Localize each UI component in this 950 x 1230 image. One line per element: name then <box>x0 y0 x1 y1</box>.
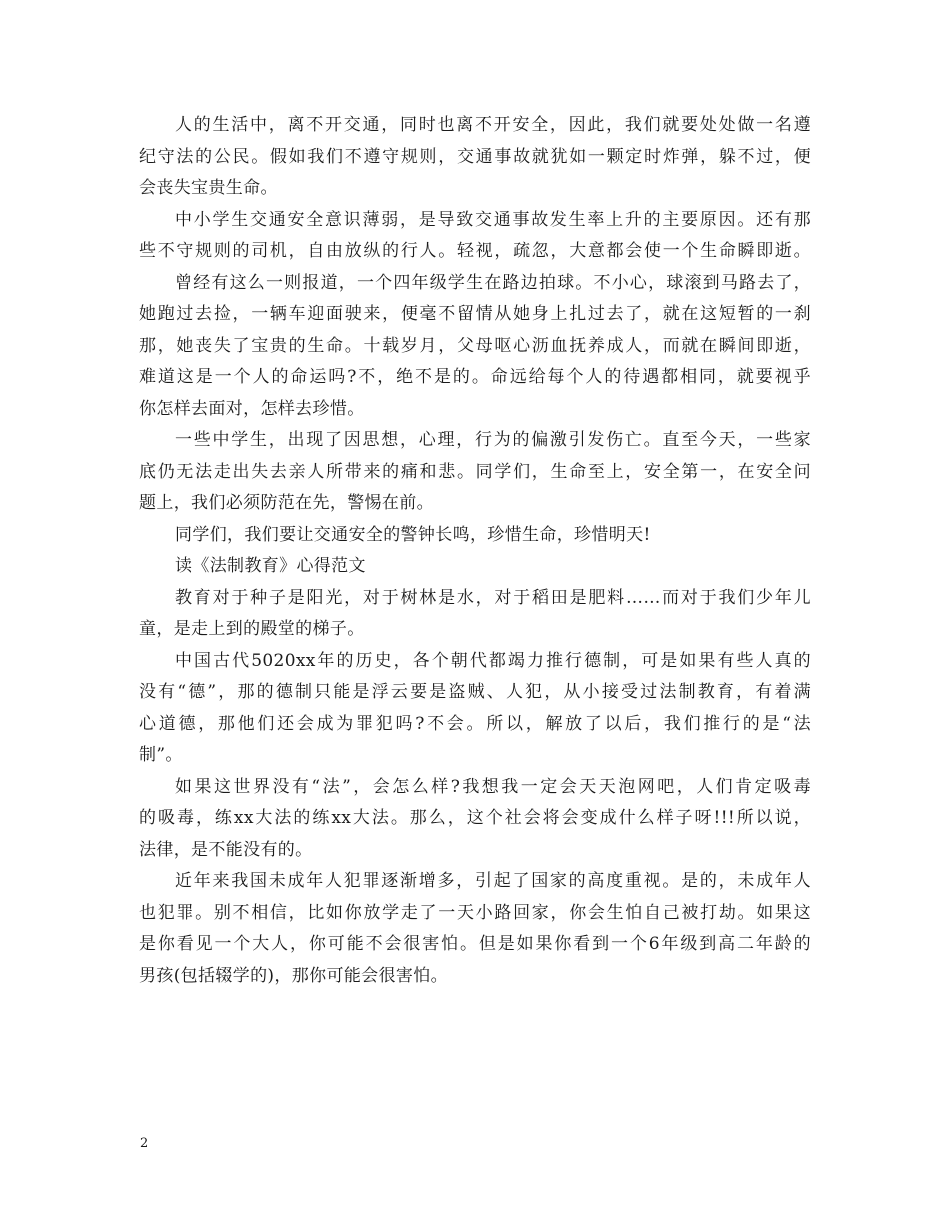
text-line: 没有“德”，那的德制只能是浮云要是盗贼、人犯，从小接受过法制教育，有着满 <box>139 682 811 702</box>
text-line: 题上，我们必须防范在先，警惕在前。 <box>139 493 434 513</box>
text-line: 曾经有这么一则报道，一个四年级学生在路边拍球。不小心，球滚到马路去了， <box>175 272 811 293</box>
text-line: 中小学生交通安全意识薄弱，是导致交通事故发生率上升的主要原因。还有那 <box>175 209 811 230</box>
text-line: 读《法制教育》心得范文 <box>175 556 366 576</box>
text-line: 你怎样去面对，怎样去珍惜。 <box>139 398 365 419</box>
text-line: 一些中学生，出现了因思想，心理，行为的偏激引发伤亡。直至今天，一些家 <box>175 430 811 450</box>
text-line: 教育对于种子是阳光，对于树林是水，对于稻田是肥料……而对于我们少年儿 <box>175 587 811 608</box>
text-line: 她跑过去捡，一辆车迎面驶来，便毫不留情从她身上扎过去了，就在这短暂的一刹 <box>139 304 811 324</box>
text-line: 心道德，那他们还会成为罪犯吗?不会。所以，解放了以后，我们推行的是“法 <box>139 713 811 734</box>
text-line: 近年来我国未成年人犯罪逐渐增多，引起了国家的高度重视。是的，未成年人 <box>175 871 811 891</box>
text-line: 难道这是一个人的命运吗?不，绝不是的。命远给每个人的待遇都相同，就要视乎 <box>139 367 811 387</box>
text-line: 法律，是不能没有的。 <box>139 839 313 860</box>
text-line: 男孩(包括辍学的)，那你可能会很害怕。 <box>139 965 448 986</box>
text-line: 童，是走上到的殿堂的梯子。 <box>139 619 365 639</box>
text-line: 中国古代5020xx年的历史，各个朝代都竭力推行德制，可是如果有些人真的 <box>175 650 811 671</box>
text-line: 是你看见一个大人，你可能不会很害怕。但是如果你看到一个6年级到高二年龄的 <box>139 934 811 954</box>
text-line: 会丧失宝贵生命。 <box>139 178 278 198</box>
text-line: 也犯罪。别不相信，比如你放学走了一天小路回家，你会生怕自己被打劫。如果这 <box>139 902 811 923</box>
text-line: 人的生活中，离不开交通，同时也离不开安全，因此，我们就要处处做一名遵 <box>175 115 811 135</box>
text-line: 如果这世界没有“法”，会怎么样?我想我一定会天天泡网吧，人们肯定吸毒 <box>175 776 811 797</box>
text-line: 同学们，我们要让交通安全的警钟长鸣，珍惜生命，珍惜明天! <box>175 524 651 545</box>
text-line: 些不守规则的司机，自由放纵的行人。轻视，疏忽，大意都会使一个生命瞬即逝。 <box>139 241 811 261</box>
text-line: 纪守法的公民。假如我们不遵守规则，交通事故就犹如一颗定时炸弹，躲不过，便 <box>139 146 811 167</box>
text-line: 底仍无法走出失去亲人所带来的痛和悲。同学们，生命至上，安全第一，在安全问 <box>139 461 811 482</box>
page-number: 2 <box>140 1136 149 1151</box>
text-line: 的吸毒，练xx大法的练xx大法。那么，这个社会将会变成什么样子呀!!!所以说， <box>139 808 811 828</box>
body-text <box>139 110 811 992</box>
text-line: 制”。 <box>139 745 183 765</box>
text-line: 那，她丧失了宝贵的生命。十载岁月，父母呕心沥血抚养成人，而就在瞬间即逝， <box>139 335 811 356</box>
